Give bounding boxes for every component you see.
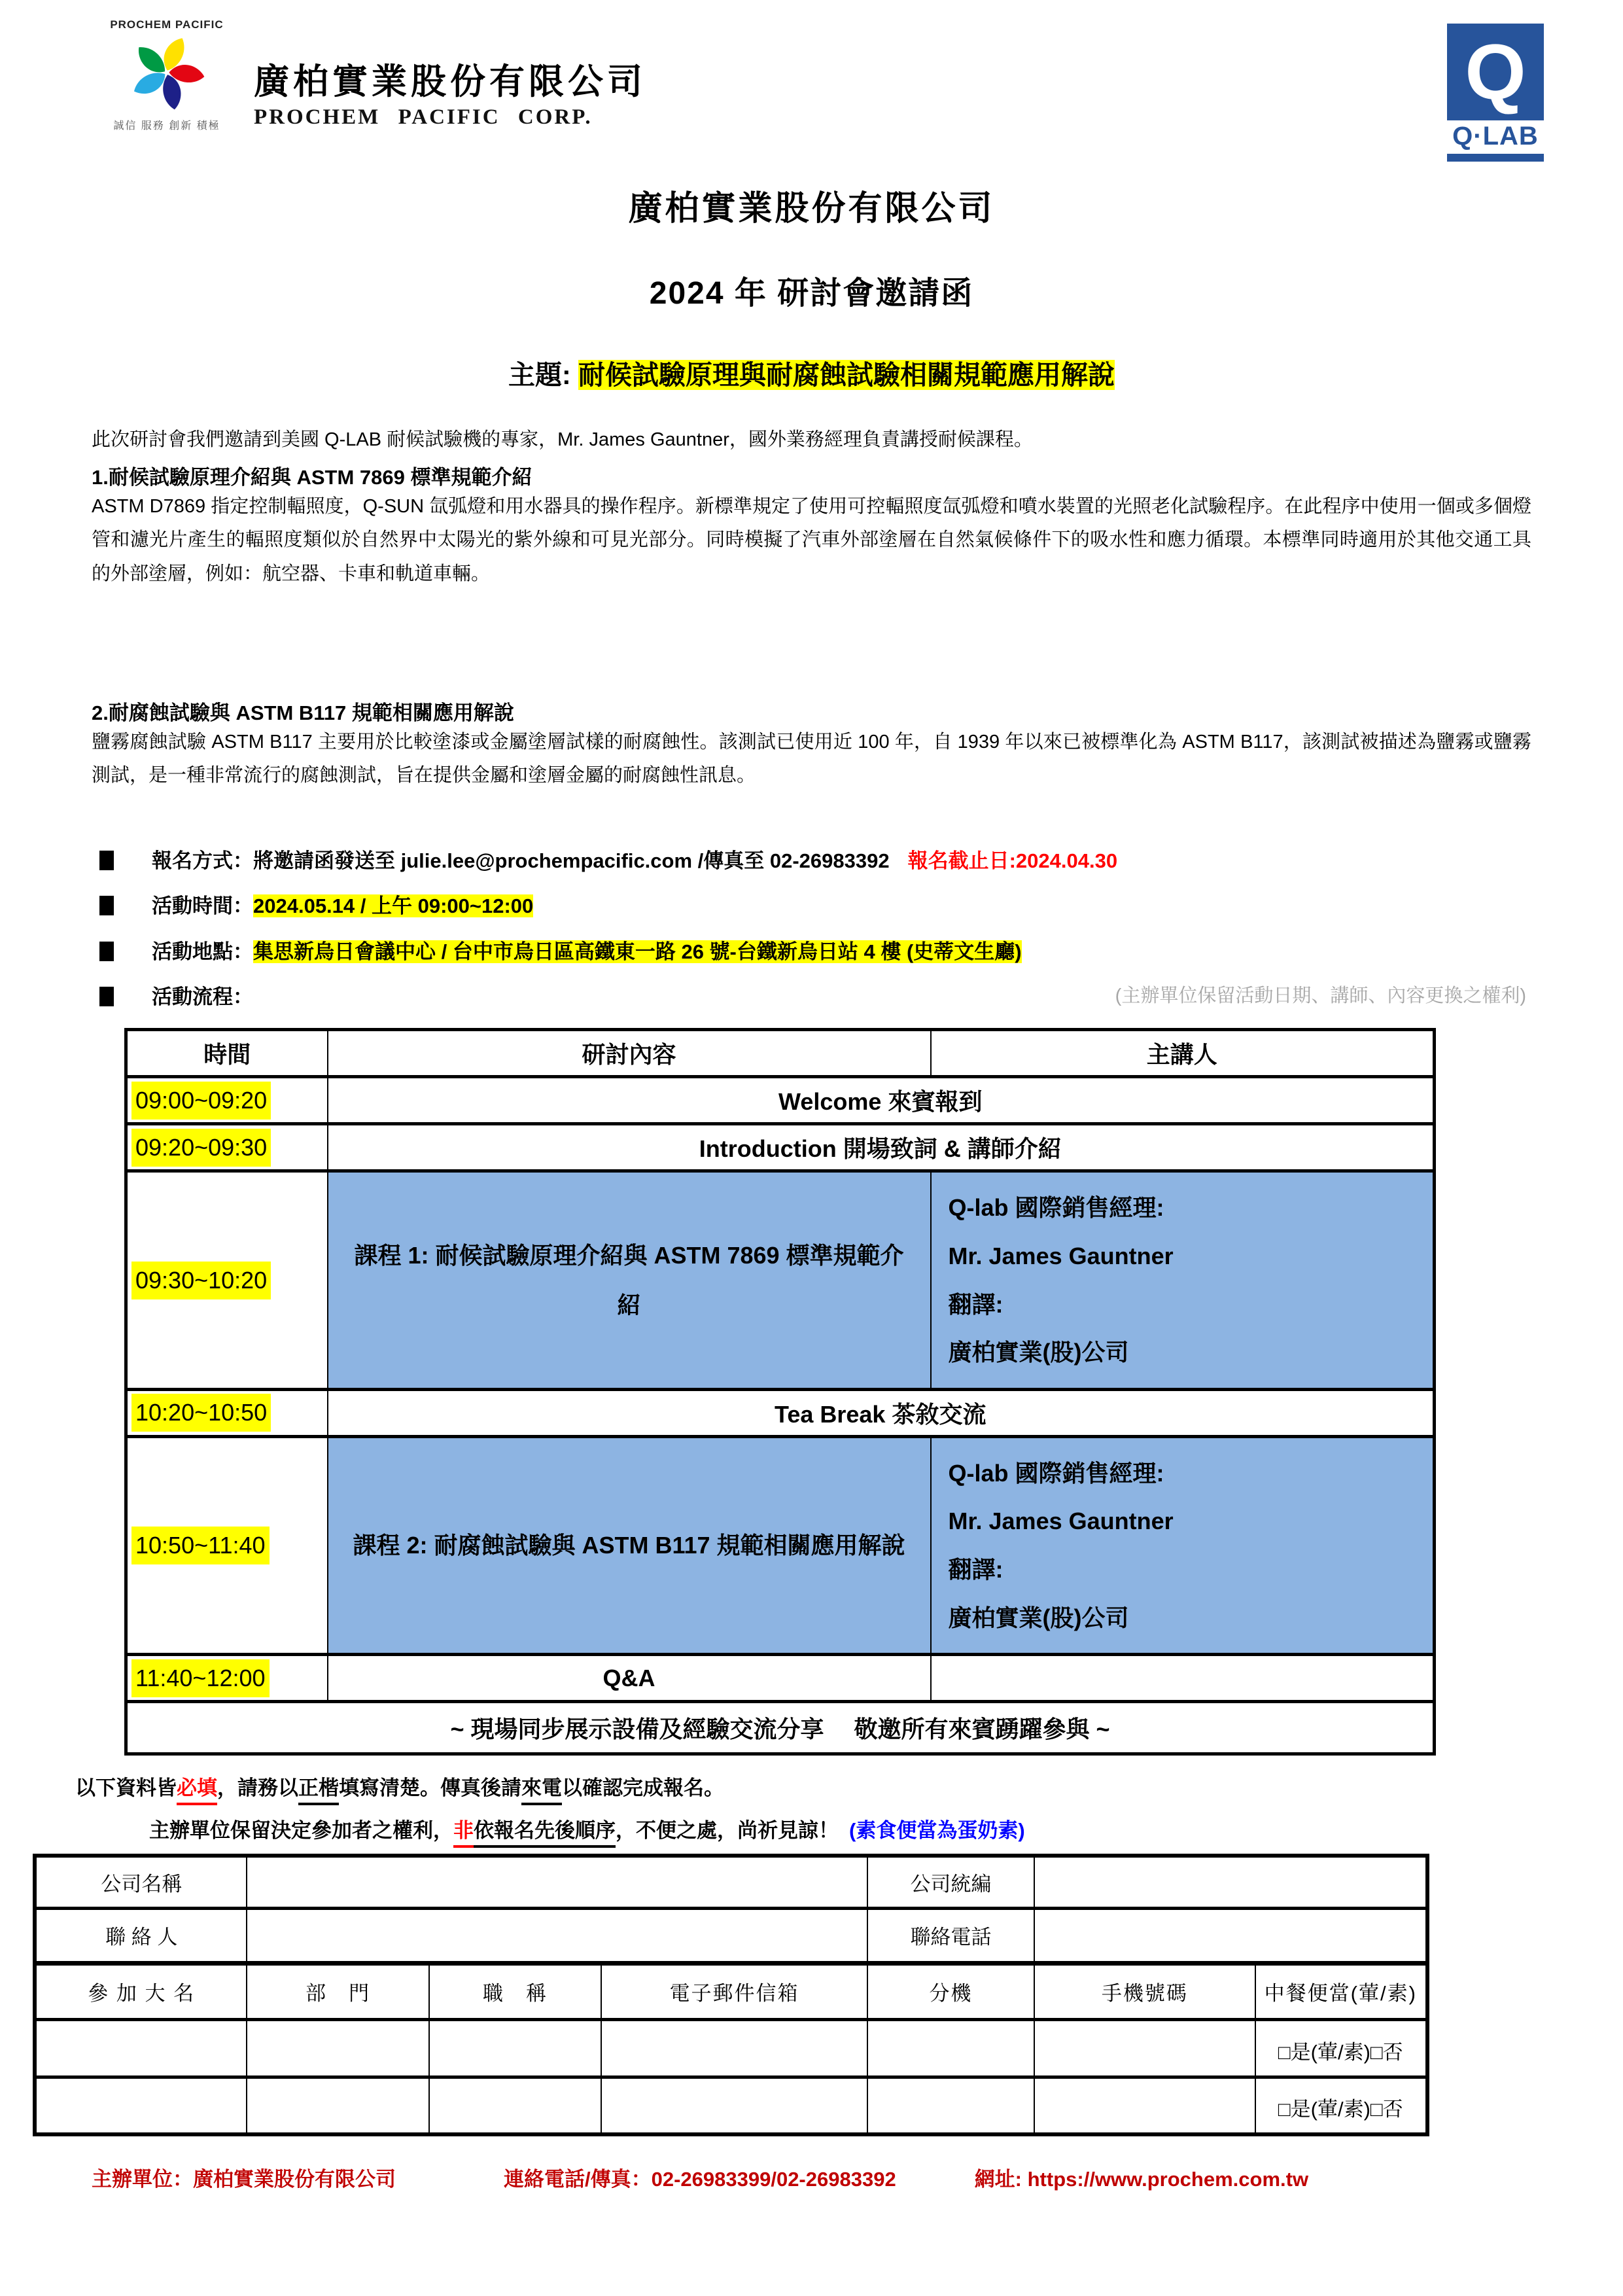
subject-line xyxy=(0,353,1623,392)
contact-phone-field[interactable] xyxy=(1034,1908,1427,1963)
mobile-field[interactable] xyxy=(1034,2077,1255,2134)
email-header: 電子郵件信箱 xyxy=(601,1963,867,2019)
time-value: 09:30~10:20 xyxy=(131,1262,271,1299)
form-attendee-row xyxy=(35,2019,1427,2077)
course1-speaker xyxy=(931,1171,1435,1389)
extension-field[interactable] xyxy=(867,2019,1034,2077)
speaker-line: Mr. James Gauntner xyxy=(948,1508,1174,1535)
tax-id-field[interactable] xyxy=(1034,1856,1427,1908)
prochem-pinwheel-icon xyxy=(128,34,205,115)
lunch-header: 中餐便當(葷/素) xyxy=(1255,1963,1427,2019)
course1-title: 課程 1: 耐候試驗原理介紹與 ASTM 7869 標準規範介紹 xyxy=(328,1171,931,1389)
qlab-q-icon: Q xyxy=(1447,24,1544,120)
agenda-row-teabreak xyxy=(126,1389,1435,1436)
job-title-field[interactable] xyxy=(429,2019,601,2077)
square-bullet-icon xyxy=(99,896,114,915)
required-emphasis: 必填 xyxy=(177,1776,217,1800)
event-time-item xyxy=(92,892,1531,920)
agenda-row-course1 xyxy=(126,1171,1435,1389)
agenda-content: Tea Break 茶敘交流 xyxy=(328,1389,1435,1436)
agenda-content: Q&A xyxy=(328,1655,931,1702)
event-location-value: 集思新烏日會議中心 / 台中市烏日區高鐵東一路 26 號-台鐵新烏日站 4 樓 (史蒂文生廳) xyxy=(253,940,1022,963)
agenda-table xyxy=(124,1028,1436,1756)
mobile-field[interactable] xyxy=(1034,2019,1255,2077)
event-location-label: 活動地點： xyxy=(152,940,253,963)
form-attendee-row xyxy=(35,2077,1427,2134)
event-time-label: 活動時間： xyxy=(152,894,253,918)
agenda-footer-note: ~ 現場同步展示設備及經驗交流分享 敬邀所有來賓踴躍參與 ~ xyxy=(126,1702,1435,1754)
form-row-contact xyxy=(35,1908,1427,1963)
subject-text-highlighted: 耐候試驗原理與耐腐蝕試驗相關規範應用解說 xyxy=(578,360,1115,390)
event-location-item xyxy=(92,938,1531,966)
page-footer-bar xyxy=(0,2163,1623,2192)
section1-heading: 1.耐候試驗原理介紹與 ASTM 7869 標準規範介紹 xyxy=(92,465,532,489)
speaker-line: Q-lab 國際銷售經理: xyxy=(948,1459,1164,1487)
speaker-line: Q-lab 國際銷售經理: xyxy=(948,1194,1164,1222)
qlab-label: Q·LAB xyxy=(1452,122,1539,150)
footer-organizer: 主辦單位：廣柏實業股份有限公司 xyxy=(92,2168,396,2191)
subject-label: 主題: xyxy=(508,360,571,390)
agenda-row-course2 xyxy=(126,1436,1435,1654)
not-emphasis: 非 xyxy=(453,1819,474,1843)
email-field[interactable] xyxy=(601,2019,867,2077)
department-field[interactable] xyxy=(247,2077,428,2134)
job-title-field[interactable] xyxy=(429,2077,601,2134)
speaker-line: 翻譯: xyxy=(948,1555,1003,1583)
qlab-underline-bar xyxy=(1447,154,1544,162)
agenda-rights-note: (主辦單位保留活動日期、講師、內容更換之權利) xyxy=(1115,985,1526,1006)
extension-header: 分機 xyxy=(867,1963,1034,2019)
contact-person-label: 聯 絡 人 xyxy=(35,1908,247,1963)
agenda-content: Introduction 開場致詞 & 講師介紹 xyxy=(328,1124,1435,1171)
section2-heading: 2.耐腐蝕試驗與 ASTM B117 規範相關應用解說 xyxy=(92,701,514,724)
attendee-name-header: 參 加 大 名 xyxy=(35,1963,247,2019)
footer-website-link[interactable]: 網址: https://www.prochem.com.tw xyxy=(974,2168,1309,2191)
course2-title: 課程 2: 耐腐蝕試驗與 ASTM B117 規範相關應用解說 xyxy=(328,1436,931,1654)
square-bullet-icon xyxy=(99,942,114,961)
event-agenda-label: 活動流程： xyxy=(152,985,253,1008)
logo-company-name-en: PROCHEM PACIFIC CORP. xyxy=(254,105,593,130)
time-value: 09:00~09:20 xyxy=(131,1082,271,1120)
email-field[interactable] xyxy=(601,2077,867,2134)
attendee-name-field[interactable] xyxy=(35,2077,247,2134)
agenda-content: Welcome 來賓報到 xyxy=(328,1077,1435,1124)
department-header: 部 門 xyxy=(247,1963,428,2019)
registration-method-value[interactable]: 將邀請函發送至 julie.lee@prochempacific.com /傳真至 02-26983392 xyxy=(253,849,890,872)
form-header-row xyxy=(35,1963,1427,2019)
time-value: 10:50~11:40 xyxy=(131,1527,270,1564)
col-header-speaker: 主講人 xyxy=(931,1030,1435,1077)
document-title-company: 廣柏實業股份有限公司 xyxy=(628,190,995,228)
time-value: 09:20~09:30 xyxy=(131,1129,271,1167)
intro-paragraph: 此次研討會我們邀請到美國 Q-LAB 耐候試驗機的專家，Mr. James Gauntner，國外業務經理負責講授耐候課程。 xyxy=(92,429,1033,450)
mobile-header: 手機號碼 xyxy=(1034,1963,1255,2019)
lunch-checkbox-option[interactable]: □是(葷/素)□否 xyxy=(1255,2077,1427,2134)
agenda-row-welcome xyxy=(126,1077,1435,1124)
logo-small-text: PROCHEM PACIFIC xyxy=(110,18,224,31)
tax-id-label: 公司統編 xyxy=(867,1856,1034,1908)
section1-body: ASTM D7869 指定控制輻照度，Q-SUN 氙弧燈和用水器具的操作程序。新標準規定了使用可控輻照度氙弧燈和噴水裝置的光照老化試驗程序。在此程序中使用一個或多個燈管和濾光片產生的輻照度類似於自然界中太陽光的紫外線和可見光部分。同時模擬了汽車外部塗層在自然氣候條件下的吸水性和應力循環。本標準同時適用於其他交通工具的外部塗層，例如：航空器、卡車和軌道車輛。 xyxy=(92,495,1531,584)
agenda-row-introduction xyxy=(126,1124,1435,1171)
speaker-line: Mr. James Gauntner xyxy=(948,1242,1174,1269)
square-bullet-icon xyxy=(99,851,114,870)
attendee-name-field[interactable] xyxy=(35,2019,247,2077)
speaker-line: 廣柏實業(股)公司 xyxy=(948,1339,1129,1366)
registration-method-item xyxy=(92,847,1531,875)
event-time-value: 2024.05.14 / 上午 09:00~12:00 xyxy=(253,894,534,918)
company-name-field[interactable] xyxy=(247,1856,867,1908)
speaker-line: 廣柏實業(股)公司 xyxy=(948,1604,1129,1631)
registration-deadline: 報名截止日:2024.04.30 xyxy=(907,849,1118,872)
logo-company-name-zh: 廣柏實業股份有限公司 xyxy=(254,62,646,101)
contact-phone-label: 聯絡電話 xyxy=(867,1908,1034,1963)
footer-phone-fax: 連絡電話/傳真：02-26983399/02-26983392 xyxy=(504,2168,896,2191)
qlab-logo xyxy=(1446,24,1544,162)
contact-person-field[interactable] xyxy=(247,1908,867,1963)
speaker-line: 翻譯: xyxy=(948,1290,1003,1318)
registration-form-table xyxy=(33,1854,1429,2136)
organizer-rights-note: 主辦單位保留決定參加者之權利，非依報名先後順序，不便之處，尚祈見諒！ (素食便當為蛋奶素) xyxy=(149,1819,1025,1843)
required-fields-note: 以下資料皆必填，請務以正楷填寫清楚。傳真後請來電以確認完成報名。 xyxy=(75,1776,724,1800)
time-value: 10:20~10:50 xyxy=(131,1394,271,1432)
agenda-row-qa xyxy=(126,1655,1435,1702)
document-title-invitation: 2024 年 研討會邀請函 xyxy=(649,276,974,311)
section2-body: 鹽霧腐蝕試驗 ASTM B117 主要用於比較塗漆或金屬塗層試樣的耐腐蝕性。該測試已使用近 100 年，自 1939 年以來已被標準化為 ASTM B117，該測試被描述為鹽霧或鹽霧測試，是一種非常流行的腐蝕測試，旨在提供金屬和塗層金屬的耐腐蝕性訊息。 xyxy=(92,731,1531,786)
logo-slogan: 誠信 服務 創新 積極 xyxy=(113,120,220,132)
agenda-header-row xyxy=(126,1030,1435,1077)
company-name-label: 公司名稱 xyxy=(35,1856,247,1908)
agenda-footer-row xyxy=(126,1702,1435,1754)
department-field[interactable] xyxy=(247,2019,428,2077)
col-header-content: 研討內容 xyxy=(328,1030,931,1077)
prochem-logo xyxy=(92,18,646,132)
square-bullet-icon xyxy=(99,987,114,1006)
event-agenda-item xyxy=(92,983,1531,1011)
empty-speaker-cell xyxy=(931,1655,1435,1702)
col-header-time: 時間 xyxy=(126,1030,328,1077)
extension-field[interactable] xyxy=(867,2077,1034,2134)
time-value: 11:40~12:00 xyxy=(131,1659,270,1697)
page-header xyxy=(0,0,1623,150)
vegetarian-note: (素食便當為蛋奶素) xyxy=(849,1819,1025,1843)
registration-method-label: 報名方式： xyxy=(152,849,253,872)
course2-speaker xyxy=(931,1436,1435,1654)
form-row-company xyxy=(35,1856,1427,1908)
lunch-checkbox-option[interactable]: □是(葷/素)□否 xyxy=(1255,2019,1427,2077)
job-title-header: 職 稱 xyxy=(429,1963,601,2019)
event-info-list xyxy=(92,847,1531,1012)
